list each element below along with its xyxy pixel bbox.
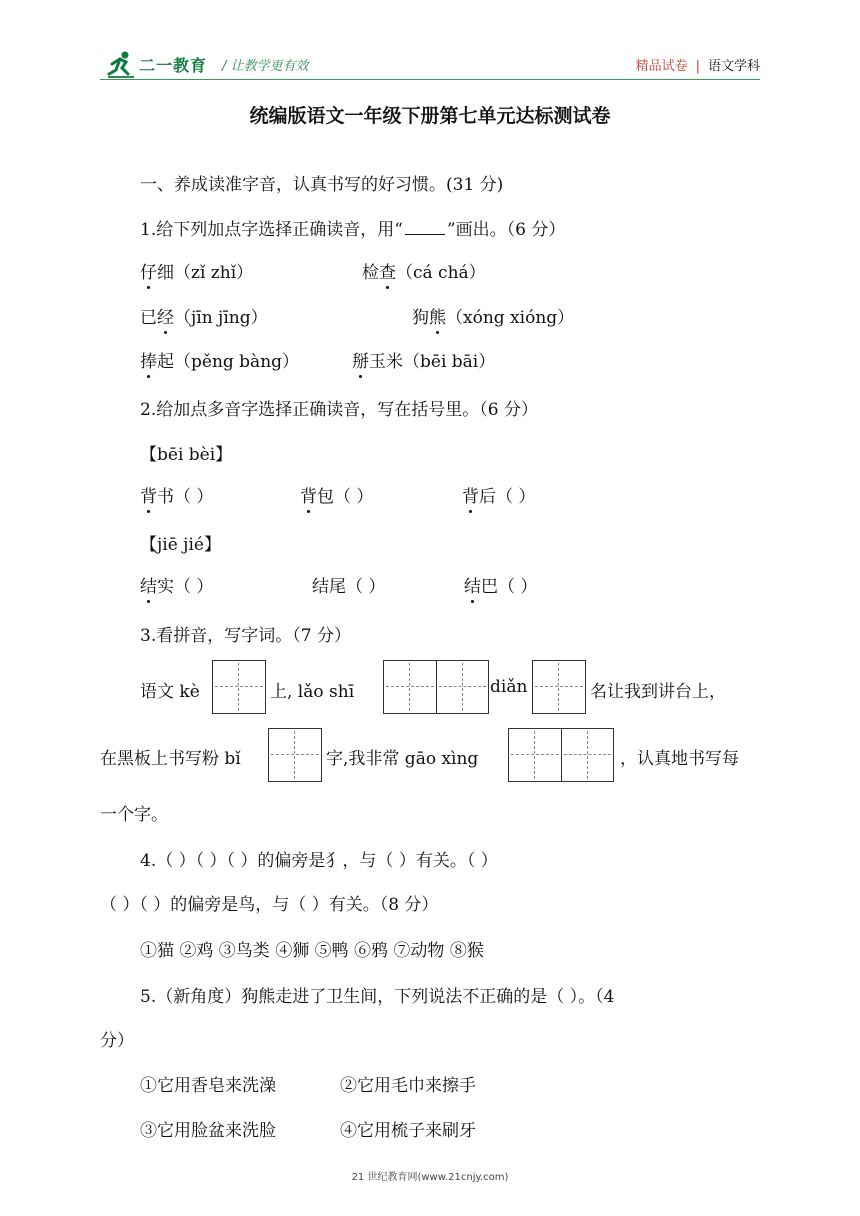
q2-dotted-char: 背 [140,482,157,507]
grid-cell[interactable] [213,661,265,713]
question-1-stem [140,215,565,240]
header-subject: 语文学科 [707,59,760,74]
q1-item-text: （xóng xióng） [446,308,575,328]
q3-text: 在黑板上书写粉 bǐ [100,749,241,769]
q1-item [352,347,495,372]
q2-item-text: 后（ ） [479,487,536,507]
q2-item [300,482,373,507]
q5-option: ③它用脸盆来洗脸 [140,1121,276,1141]
q1-item [412,303,574,328]
q2-dotted-char: 结 [464,572,481,597]
section-heading: 一、养成读准字音，认真书写的好习惯。(31 分) [140,175,504,195]
tian-grid-box[interactable] [212,660,266,714]
question-4-line: （ ）（ ）的偏旁是鸟，与（ ）有关。（8 分） [100,895,439,915]
q2-item-text: 实（ ） [157,577,214,597]
q3-text: 名让我到讲台上， [590,682,726,702]
page-title: 统编版语文一年级下册第七单元达标测试卷 [249,105,611,127]
question-4-options: ①猫 ②鸡 ③鸟类 ④狮 ⑤鸭 ⑥鸦 ⑦动物 ⑧猴 [140,941,484,961]
q1-item-pre: 已 [140,308,157,328]
q2-dotted-char: 背 [462,482,479,507]
q1-item-text: 玉米（bēi bāi） [369,352,496,372]
tian-grid-box[interactable] [383,660,489,714]
slogan: / 让教学更有效 [222,59,309,74]
question-5-line: 分） [100,1031,134,1051]
grid-cell[interactable] [436,661,488,713]
q1-item-text: （jīn jīng） [174,308,268,328]
q2-item [140,482,213,507]
q5-option: ②它用毛巾来擦手 [340,1076,476,1096]
grid-cell[interactable] [561,729,613,781]
q3-text: 字,我非常 gāo xìng [326,749,479,769]
page-header [0,0,860,90]
question-2-stem: 2.给加点多音字选择正确读音，写在括号里。（6 分） [140,400,538,420]
q2-item-text: 包（ ） [317,487,374,507]
q5-option: ④它用梳子来刷牙 [340,1121,476,1141]
grid-cell[interactable] [533,661,585,713]
grid-cell[interactable] [509,729,561,781]
q1-item [140,347,299,372]
q1-item-text: 细（zǐ zhǐ） [157,263,254,283]
grid-cell[interactable] [384,661,436,713]
q1-item-text: 起（pěng bàng） [157,352,300,372]
q2-item [462,482,535,507]
q1-item-dotted-char: 经 [157,303,174,328]
header-divider [100,79,760,80]
q2-item-text: 书（ ） [157,487,214,507]
pinyin-options-label: 【bēi bèi】 [140,445,233,465]
q1-item [362,258,486,283]
q1-stem-end: ”画出。（6 分） [446,220,566,240]
question-3-stem: 3.看拼音，写字词。（7 分） [140,626,351,646]
q2-item [464,572,537,597]
q3-text: diǎn [490,677,528,697]
header-separator: | [695,59,700,74]
q1-item-pre: 狗 [412,308,429,328]
grid-cell[interactable] [269,729,321,781]
q2-item-text: 巴（ ） [481,577,538,597]
q3-text: 一个字。 [100,805,168,825]
q2-item [140,572,213,597]
q2-dotted-char: 背 [300,482,317,507]
runner-logo-icon [106,50,136,80]
question-5-line: 5.（新角度）狗熊走进了卫生间，下列说法不正确的是（ ）。（4 [140,987,615,1007]
q2-item-text: 结 [312,577,329,597]
q1-item-dotted-char: 捧 [140,347,157,372]
q1-item-dotted-char: 熊 [429,303,446,328]
q3-text: ，认真地书写每 [620,749,739,769]
q2-dotted-char: 结 [140,572,157,597]
q2-item [312,572,385,597]
q1-item [140,258,253,283]
question-4-line: 4.（ ）（ ）（ ）的偏旁是犭，与（ ）有关。（ ） [140,851,498,871]
header-tag: 精品试卷 [635,59,688,74]
q3-text: 上, lǎo shī [270,682,355,702]
q1-item [140,303,268,328]
page-footer: 21 世纪教育网(www.21cnjy.com) [351,1172,509,1183]
q1-item-dotted-char: 仔 [140,258,157,283]
q1-stem-start: 1.给下列加点字选择正确读音，用“ [140,220,403,240]
q1-item-dotted-char: 掰 [352,347,369,372]
header-right [636,55,760,74]
tian-grid-box[interactable] [268,728,322,782]
tian-grid-box[interactable] [532,660,586,714]
tian-grid-box[interactable] [508,728,614,782]
underline-sample [405,222,445,235]
q2-item-text: 尾（ ） [329,577,386,597]
brand-name: 二一教育 [139,56,208,75]
q1-item-text: （cá chá） [396,263,486,283]
q1-item-dotted-char: 查 [379,258,396,283]
q5-option: ①它用香皂来洗澡 [140,1076,276,1096]
q1-item-pre: 检 [362,263,379,283]
pinyin-options-label: 【jiē jié】 [140,535,221,555]
q3-text: 语文 kè [140,682,200,702]
